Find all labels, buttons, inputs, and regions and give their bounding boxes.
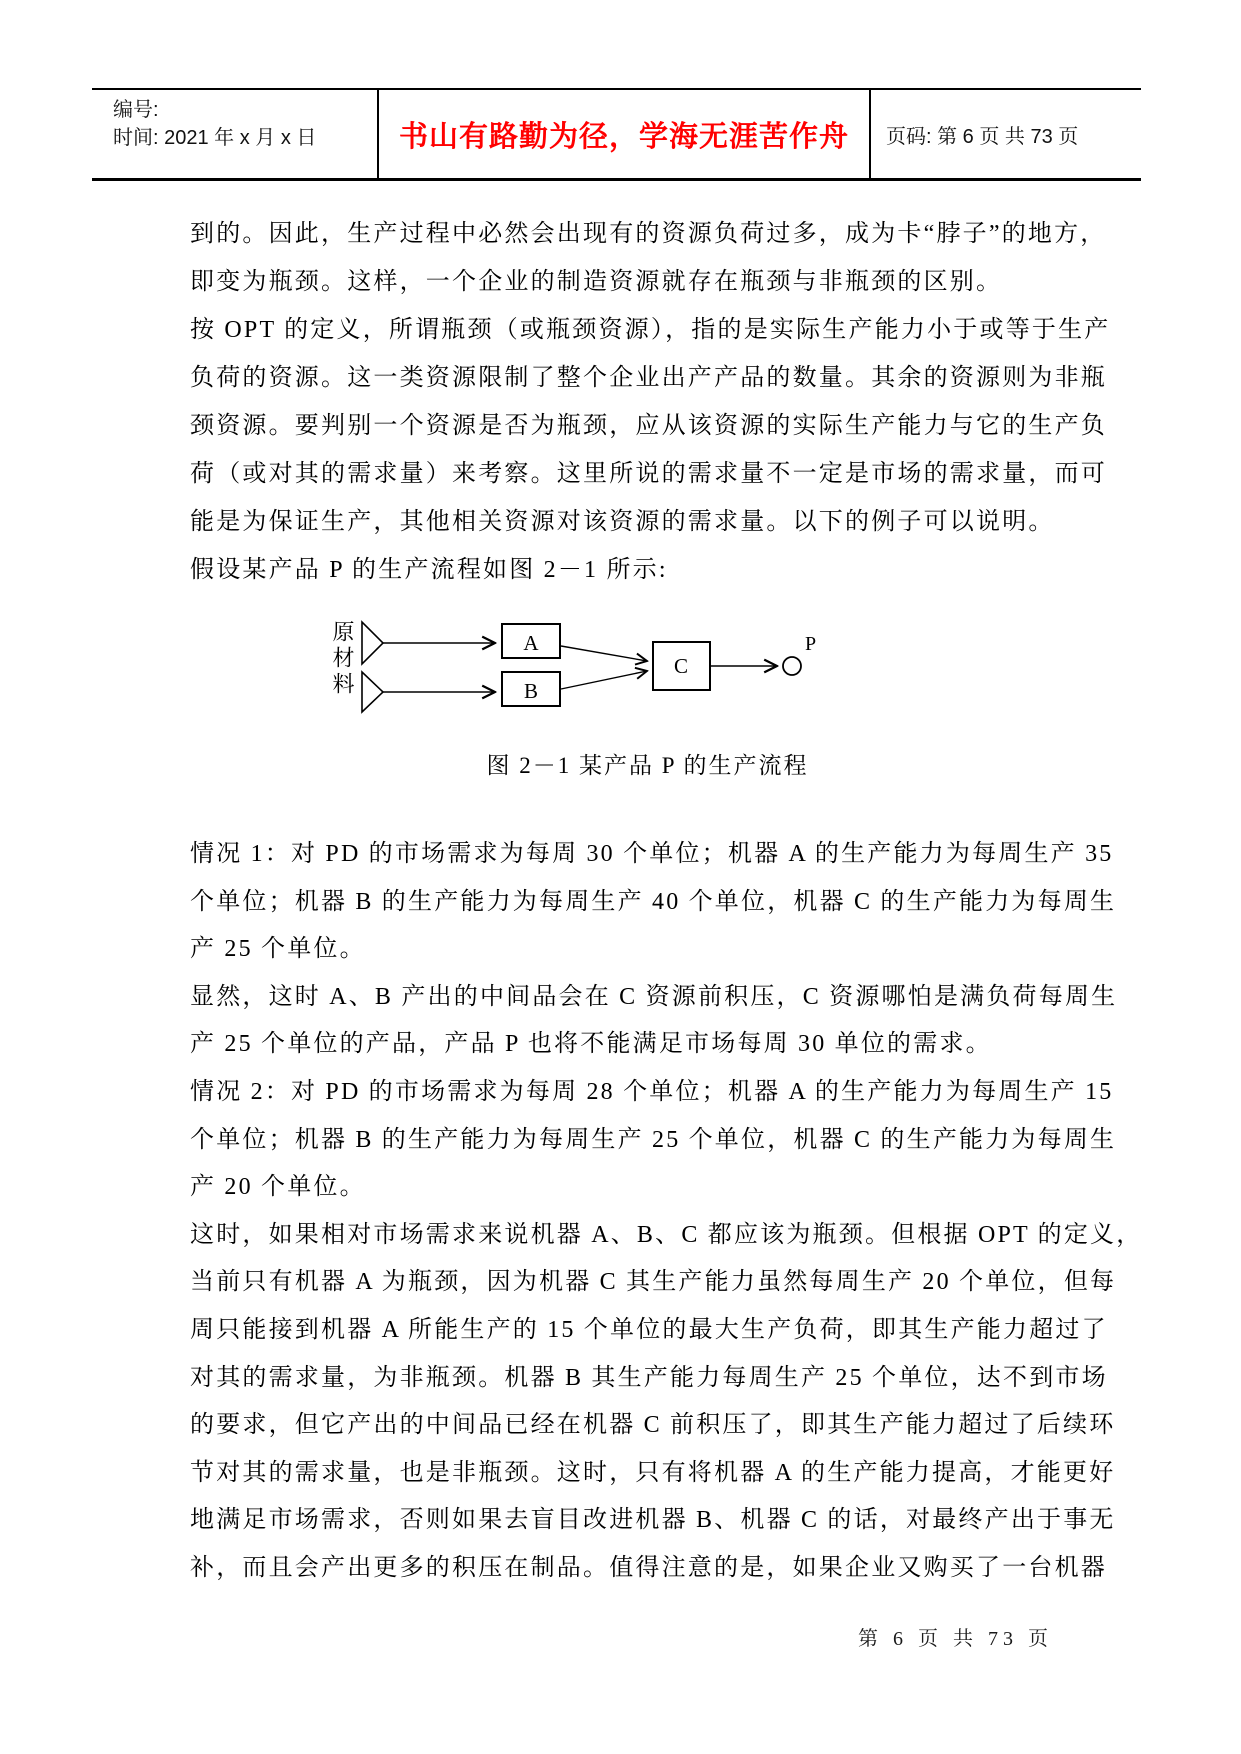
text-line: 情况 1：对 PD 的市场需求为每周 30 个单位；机器 A 的生产能力为每周生产 35 xyxy=(190,841,1114,867)
text-line: 负荷的资源。这一类资源限制了整个企业出产产品的数量。其余的资源则为非瓶 xyxy=(190,365,1107,391)
text-line: 假设某产品 P 的生产流程如图 2－1 所示: xyxy=(190,557,668,583)
flow-diagram xyxy=(290,610,835,728)
text-line: 的要求，但它产出的中间品已经在机器 C 前积压了，即其生产能力超过了后续环 xyxy=(190,1412,1116,1439)
raw-material-triangle-top xyxy=(362,622,383,664)
text-line: 个单位；机器 B 的生产能力为每周生产 25 个单位，机器 C 的生产能力为每周生 xyxy=(190,1126,1117,1153)
machine-c-label: C xyxy=(673,654,689,678)
arrow-a-to-c xyxy=(561,646,647,661)
arrow-b-to-c xyxy=(561,671,647,689)
page-footer: 第 6 页 共 73 页 xyxy=(858,1628,1053,1650)
text-line: 到的。因此，生产过程中必然会出现有的资源负荷过多，成为卡“脖子”的地方， xyxy=(190,221,1107,247)
doc-number-label: 编号: xyxy=(113,99,159,121)
paragraph-block-bottom xyxy=(190,831,1143,1593)
header-meta-cell xyxy=(92,90,377,178)
page-number-label: 页码: 第 6 页 共 73 页 xyxy=(886,125,1079,148)
text-line: 产 25 个单位的产品，产品 P 也将不能满足市场每周 30 单位的需求。 xyxy=(190,1031,992,1058)
machine-b-label: B xyxy=(523,679,539,703)
text-line: 按 OPT 的定义，所谓瓶颈（或瓶颈资源），指的是实际生产能力小于或等于生产 xyxy=(190,317,1111,343)
doc-date-label: 时间: 2021 年 x 月 x 日 xyxy=(113,127,317,149)
text-line: 产 20 个单位。 xyxy=(190,1174,366,1201)
text-line: 周只能接到机器 A 所能生产的 15 个单位的最大生产负荷，即其生产能力超过了 xyxy=(190,1316,1108,1343)
raw-material-triangle-bottom xyxy=(362,672,383,712)
slogan-text: 书山有路勤为径，学海无涯苦作舟 xyxy=(398,120,849,153)
text-line: 情况 2：对 PD 的市场需求为每周 28 个单位；机器 A 的生产能力为每周生产 15 xyxy=(190,1078,1114,1105)
text-line: 能是为保证生产，其他相关资源对该资源的需求量。以下的例子可以说明。 xyxy=(190,509,1055,535)
product-circle xyxy=(783,657,801,675)
text-line: 颈资源。要判别一个资源是否为瓶颈，应从该资源的实际生产能力与它的生产负 xyxy=(190,413,1107,439)
product-label: P xyxy=(805,633,817,655)
machine-a-label: A xyxy=(523,631,539,655)
text-line: 补，而且会产出更多的积压在制品。值得注意的是，如果企业又购买了一台机器 xyxy=(190,1554,1107,1581)
paragraph-block-top xyxy=(190,210,1120,594)
text-line: 即变为瓶颈。这样，一个企业的制造资源就存在瓶颈与非瓶颈的区别。 xyxy=(190,269,1003,295)
figure-caption: 图 2－1 某产品 P 的生产流程 xyxy=(486,753,809,778)
text-line: 节对其的需求量，也是非瓶颈。这时，只有将机器 A 的生产能力提高，才能更好 xyxy=(190,1459,1116,1486)
figure-production-flow xyxy=(290,610,835,728)
header-slogan-cell xyxy=(377,90,871,178)
header-page-cell xyxy=(871,90,1141,178)
raw-material-label: 原材料 xyxy=(330,620,355,698)
text-line: 产 25 个单位。 xyxy=(190,936,366,963)
header-table xyxy=(92,88,1141,181)
text-line: 个单位；机器 B 的生产能力为每周生产 40 个单位，机器 C 的生产能力为每周生 xyxy=(190,888,1117,915)
text-line: 当前只有机器 A 为瓶颈，因为机器 C 其生产能力虽然每周生产 20 个单位，但每 xyxy=(190,1269,1117,1296)
text-line: 荷（或对其的需求量）来考察。这里所说的需求量不一定是市场的需求量，而可 xyxy=(190,461,1107,487)
text-line: 对其的需求量，为非瓶颈。机器 B 其生产能力每周生产 25 个单位，达不到市场 xyxy=(190,1364,1108,1391)
text-line: 显然，这时 A、B 产出的中间品会在 C 资源前积压，C 资源哪怕是满负荷每周生 xyxy=(190,983,1118,1010)
text-line: 地满足市场需求，否则如果去盲目改进机器 B、机器 C 的话，对最终产出于事无 xyxy=(190,1507,1116,1534)
text-line: 这时，如果相对市场需求来说机器 A、B、C 都应该为瓶颈。但根据 OPT 的定义， xyxy=(190,1221,1143,1248)
